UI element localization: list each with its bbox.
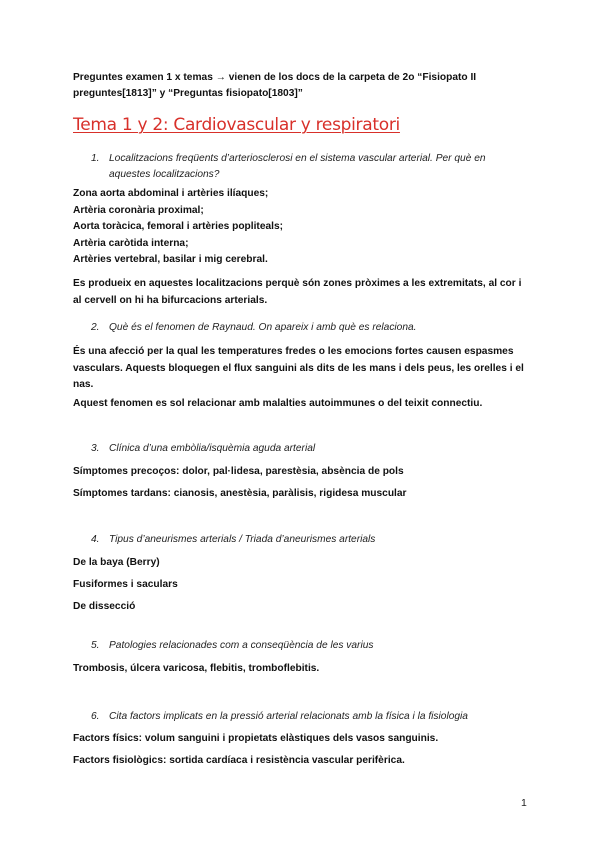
answer-1: [73, 186, 533, 269]
question-3: [91, 441, 531, 457]
answer-line: Fusiformes i saculars: [73, 579, 178, 590]
answer-3-early: [73, 464, 533, 481]
answer-line: De dissecció: [73, 601, 136, 612]
question-text: Què és el fenomen de Raynaud. On apareix i amb què es relaciona.: [109, 322, 417, 333]
answer-line: Aorta toràcica, femoral i artèries popliteals;: [73, 221, 284, 232]
answer-line: Aquest fenomen es sol relacionar amb malalties autoimmunes o del teixit connectiu.: [73, 398, 483, 409]
question-text-cont: aquestes localitzacions?: [109, 169, 220, 180]
intro-text: Preguntes examen 1 x temas → vienen de los docs de la carpeta de 2o “Fisiopato II preguntes[1813]” y “Preguntas fisiopato[1803]”: [73, 72, 477, 99]
page-number: 1: [521, 797, 527, 809]
answer-line: Trombosis, úlcera varicosa, flebitis, tromboflebitis.: [73, 663, 320, 674]
section-heading: Tema 1 y 2: Cardiovascular y respiratori: [73, 115, 400, 135]
answer-3-late: [73, 486, 533, 503]
answer-line: Símptomes precoços: dolor, pal·lidesa, parestèsia, absència de pols: [73, 466, 404, 477]
answer-6-physical: [73, 731, 533, 748]
answer-line: De la baya (Berry): [73, 557, 160, 568]
answer-line: nas.: [73, 379, 94, 390]
answer-2: [73, 344, 533, 394]
question-text: Tipus d’aneurismes arterials / Triada d’aneurismes arterials: [109, 534, 376, 545]
question-2: [91, 320, 531, 336]
question-text: Cita factors implicats en la pressió arterial relacionats amb la física i la fisiologia: [109, 711, 468, 722]
question-6: [91, 709, 531, 725]
question-number: 2.: [91, 322, 100, 333]
question-5: [91, 638, 531, 654]
question-4: [91, 532, 531, 548]
question-number: 6.: [91, 711, 100, 722]
question-number: 5.: [91, 640, 100, 651]
answer-line: Artèries vertebral, basilar i mig cerebral.: [73, 254, 268, 265]
answer-2-relation: [73, 396, 533, 413]
question-1: [91, 151, 531, 183]
answer-4-c: [73, 599, 533, 616]
answer-line: vasculars. Aquests bloquegen el flux sanguini als dits de les mans i dels peus, les orelles i el: [73, 362, 524, 374]
answer-line: Artèria coronària proximal;: [73, 204, 204, 216]
answer-line: al cervell on hi ha bifurcacions arterials.: [73, 294, 268, 306]
question-number: 1.: [91, 153, 100, 164]
answer-1-explanation: [73, 276, 533, 309]
answer-line: Zona aorta abdominal i artèries ilíaques;: [73, 188, 269, 199]
answer-line: Factors físics: volum sanguini i propietats elàstiques dels vasos sanguinis.: [73, 733, 439, 744]
answer-4-b: [73, 577, 533, 594]
answer-line: És una afecció per la qual les temperatures fredes o les emocions fortes causen espasmes: [73, 346, 514, 357]
question-number: 3.: [91, 443, 100, 454]
question-text: Localitzacions freqüents d’arteriosclerosi en el sistema vascular arterial. Per què en: [109, 153, 486, 164]
question-text: Patologies relacionades com a conseqüència de les varius: [109, 640, 374, 651]
answer-5: [73, 661, 533, 678]
answer-line: Factors fisiològics: sortida cardíaca i resistència vascular perifèrica.: [73, 755, 405, 766]
question-text: Clínica d’una embòlia/isquèmia aguda arterial: [109, 443, 316, 454]
answer-6-physiological: [73, 753, 533, 770]
question-number: 4.: [91, 534, 100, 545]
answer-line: Artèria caròtida interna;: [73, 237, 189, 249]
answer-4-a: [73, 555, 533, 572]
answer-line: Es produeix en aquestes localitzacions perquè són zones pròximes a les extremitats, al cor i: [73, 278, 522, 289]
answer-line: Símptomes tardans: cianosis, anestèsia, paràlisis, rigidesa muscular: [73, 488, 407, 499]
